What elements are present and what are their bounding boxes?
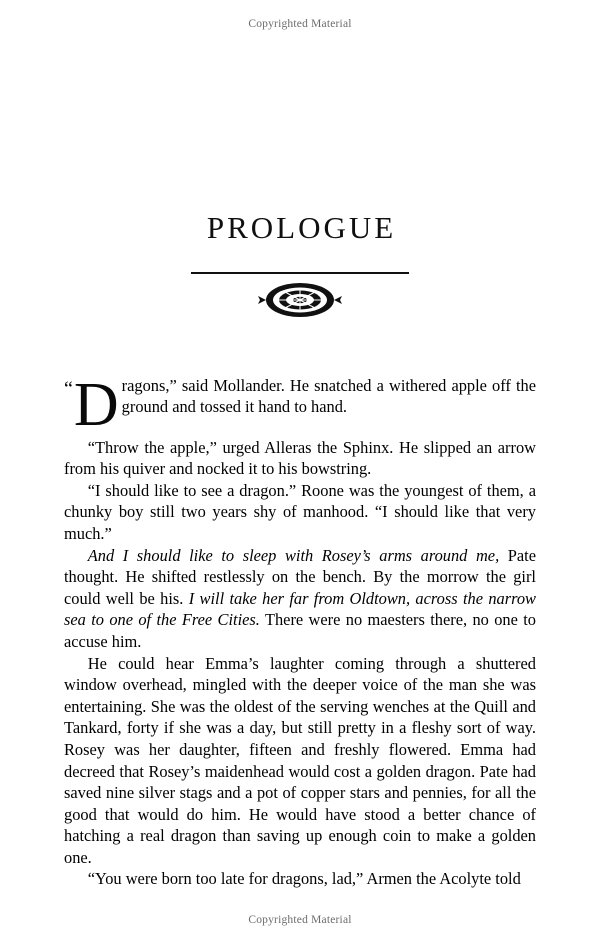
paragraph-6: “You were born too late for dragons, lad,” Armen the Acolyte told xyxy=(87,869,521,889)
watermark-bottom: Copyrighted Material xyxy=(248,914,352,926)
paragraph-4-italic-1: And I should like to sleep with Rosey’s arms around me, xyxy=(87,545,500,565)
paragraph-2: “Throw the apple,” urged Alleras the Sphinx. He slipped an arrow from his quiver and nocked it to his bowstring. xyxy=(64,437,536,479)
paragraph-4-text-1: Pate thought. He shifted restlessly on the bench. By the morrow the girl could well be his. xyxy=(64,545,536,608)
opening-quote: “ xyxy=(64,377,73,400)
title-divider xyxy=(191,272,409,274)
ornament-medallion-icon xyxy=(64,277,536,323)
watermark-top: Copyrighted Material xyxy=(248,18,352,30)
page-content xyxy=(64,210,536,890)
paragraph-1-text: ragons,” said Mollander. He snatched a withered apple off the ground and tossed it hand to hand. xyxy=(121,375,536,417)
drop-cap: D xyxy=(73,370,119,439)
body-text xyxy=(64,370,536,890)
paragraph-4 xyxy=(64,545,536,653)
paragraph-4-text-2: There were no maesters there, no one to accuse him. xyxy=(64,610,536,651)
paragraph-3: “I should like to see a dragon.” Roone was the youngest of them, a chunky boy still two years shy of manhood. “I should like that very much.” xyxy=(64,480,536,543)
paragraph-4-italic-2: I will take her far from Oldtown, across the narrow sea to one of the Free Cities. xyxy=(64,588,536,630)
paragraph-5: He could hear Emma’s laughter coming through a shuttered window overhead, mingled with the deeper voice of the man she was entertaining. She was the oldest of the serving wenches at the Quill and Tankard, forty if she was a day, but still pretty in a fleshy sort of way. Rosey was her daughter, fifteen and freshly flowered. Emma had decreed that Rosey’s maidenhead would cost a golden dragon. Pate had saved nine silver stags and a pot of copper stars and pennies, for all the good that would do him. He would have stood a better chance of hatching a real dragon than saving up enough coin to make a golden one. xyxy=(64,653,536,867)
page-title: PROLOGUE xyxy=(206,210,397,245)
paragraph-1 xyxy=(64,370,536,439)
